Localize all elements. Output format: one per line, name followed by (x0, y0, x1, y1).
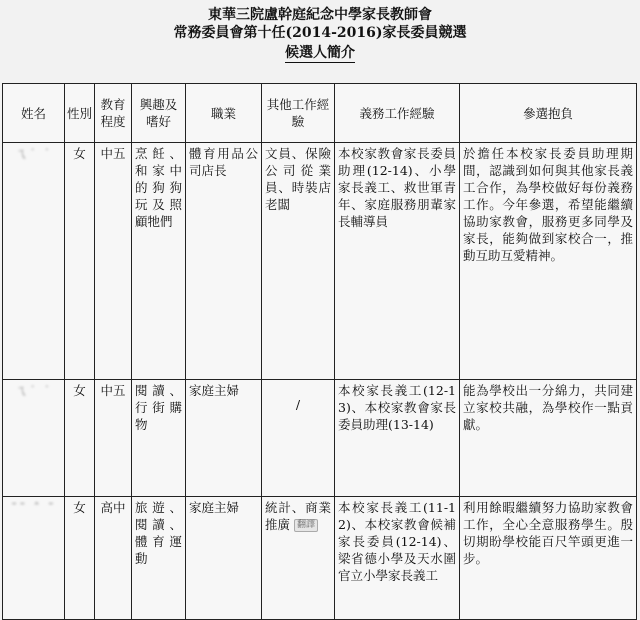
candidate-gender: 女 (65, 143, 95, 380)
candidate-name: ㄟ˙ ˙ (3, 380, 65, 497)
col-header-gender: 性別 (65, 84, 95, 143)
col-header-name: 姓名 (3, 84, 65, 143)
candidate-gender: 女 (65, 497, 95, 620)
table-row (3, 380, 637, 497)
candidate-other-work: 文員、保險公司從業員、時裝店老闆 (262, 143, 335, 380)
col-header-volunteer: 義務工作經驗 (335, 84, 460, 143)
col-header-occupation: 職業 (186, 84, 262, 143)
candidate-aspiration: 於擔任本校家長委員助理期間，認識到如何與其他家長義工合作，為學校做好每份義務工作。今年參選，希望能繼續協助家教會，服務更多同學及家長，能夠做到家校合一，推動互助互愛精神。 (460, 143, 637, 380)
candidate-other-work: / (262, 380, 335, 497)
candidate-table (2, 83, 637, 620)
translate-stamp[interactable]: 翻譯 (294, 519, 318, 532)
section-title: 候選人簡介 (285, 45, 355, 61)
table-header-row (3, 84, 637, 143)
school-title: 東華三院盧幹庭紀念中學家長教師會 (208, 7, 432, 23)
candidate-volunteer: 本校家教會家長委員助理(12-14)、小學家長義工、救世軍青年、家庭服務朋輩家長輔導員 (335, 143, 460, 380)
candidate-occupation: 體育用品公司店長 (186, 143, 262, 380)
candidate-volunteer: 本校家長義工(11-12)、本校家教會候補家長委員(12-14)、梁省德小學及天水圍官立小學家長義工 (335, 497, 460, 620)
candidate-hobbies: 烹飪、和家中的狗狗玩及照顧牠們 (132, 143, 186, 380)
candidate-hobbies: 旅遊、閱讀、體育運動 (132, 497, 186, 620)
candidate-education: 中五 (95, 380, 132, 497)
candidate-occupation: 家庭主婦 (186, 380, 262, 497)
candidate-education: 高中 (95, 497, 132, 620)
candidate-aspiration: 利用餘暇繼續努力協助家教會工作，全心全意服務學生。殷切期盼學校能百尺竿頭更進一步。 (460, 497, 637, 620)
candidate-hobbies: 閱讀、行街購物 (132, 380, 186, 497)
table-row (3, 143, 637, 380)
candidate-gender: 女 (65, 380, 95, 497)
table-row (3, 497, 637, 620)
col-header-hobbies: 興趣及嗜好 (132, 84, 186, 143)
candidate-occupation: 家庭主婦 (186, 497, 262, 620)
candidate-aspiration: 能為學校出一分綿力，共同建立家校共融，為學校作一點貢獻。 (460, 380, 637, 497)
candidate-volunteer: 本校家長義工(12-13)、本校家教會家長委員助理(13-14) (335, 380, 460, 497)
document-header (0, 6, 640, 63)
candidate-education: 中五 (95, 143, 132, 380)
col-header-education: 教育程度 (95, 84, 132, 143)
candidate-name: ˉˉ ˆ ˉ (3, 497, 65, 620)
candidate-other-work: 統計、商業推廣 翻譯 (262, 497, 335, 620)
col-header-aspiration: 參選抱負 (460, 84, 637, 143)
election-title: 常務委員會第十任(2014-2016)家長委員競選 (173, 25, 467, 41)
candidate-name: ㄟ˙ ˙ (3, 143, 65, 380)
col-header-other-work: 其他工作經驗 (262, 84, 335, 143)
